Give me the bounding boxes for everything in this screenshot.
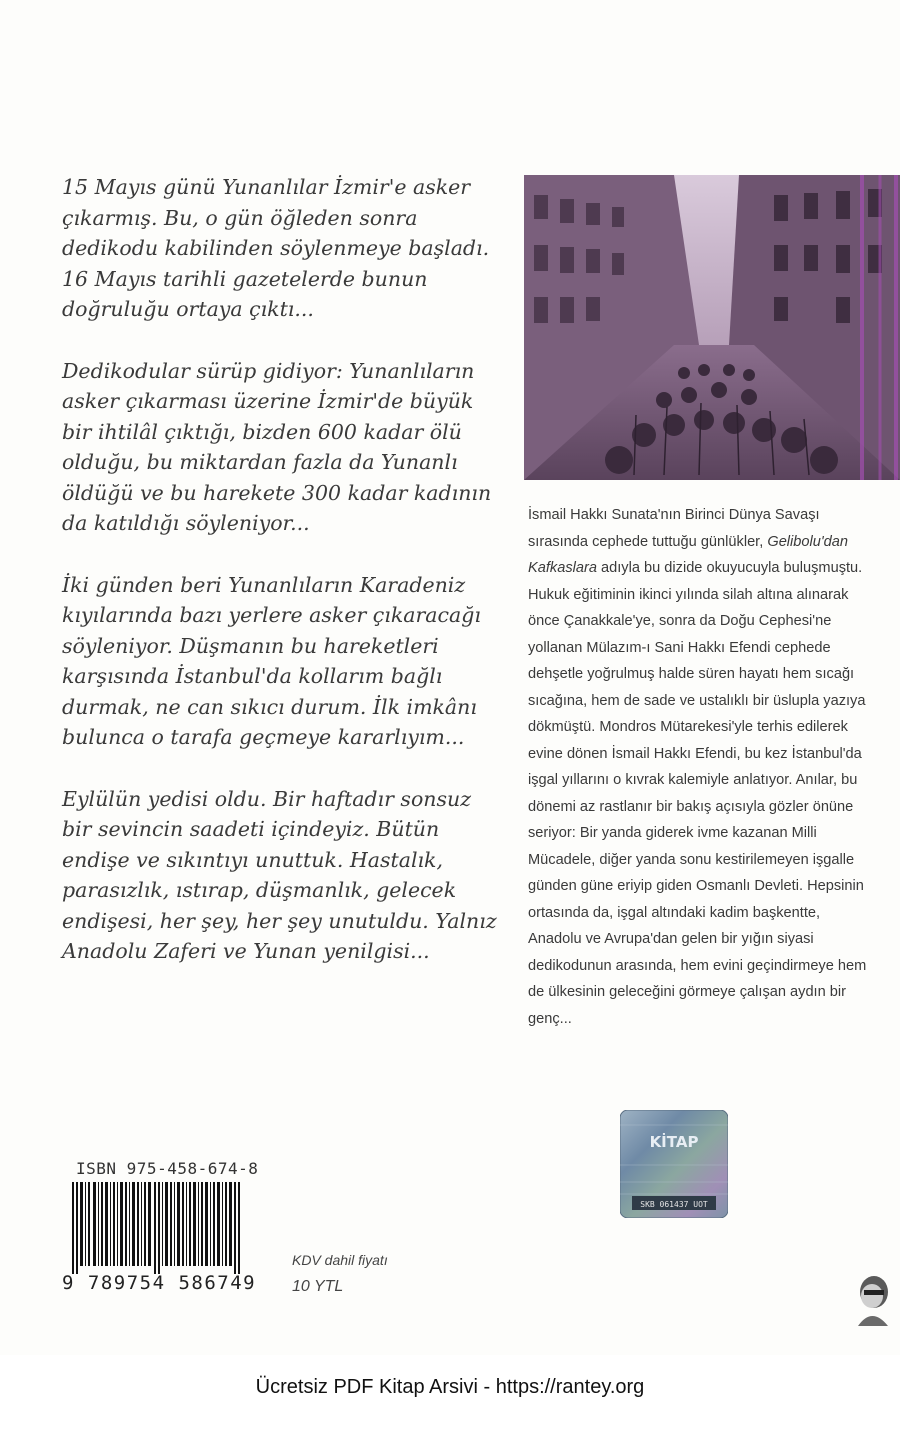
quote-paragraph: Eylülün yedisi oldu. Bir haftadır sonsuz bir sevincin saadeti içindeyiz. Bütün endişe ve sıkıntıyı unuttuk. Hastalık, parasızlık, ıstırap, düşmanlık, gelecek endişesi, her şey, her şey unutuldu. Yalnız Anadolu Zaferi ve Yunan yenilgisi... <box>62 786 497 963</box>
barcode-icon <box>70 1182 270 1274</box>
price-label: KDV dahil fiyatı <box>292 1252 388 1268</box>
hologram-sticker-icon <box>620 1110 728 1218</box>
quote-paragraph: 15 Mayıs günü Yunanlılar İzmir'e asker çıkarmış. Bu, o gün öğleden sonra dedikodu kabilinden söylenmeye başladı. 16 Mayıs tarihli gazetelerde bunun doğruluğu ortaya çıktı... <box>62 175 490 321</box>
book-title: Gelibolu'dan Kafkaslara <box>528 533 849 576</box>
quote-excerpts <box>62 172 502 998</box>
street-procession-photo <box>524 175 900 480</box>
photo-image <box>524 175 900 480</box>
book-description <box>528 502 873 1032</box>
isbn-number: ISBN 975-458-674-8 <box>76 1159 259 1178</box>
blurb-intro: İsmail Hakkı Sunata'nın Birinci Dünya Savaşı sırasında cephede tuttuğu günlükler, <box>528 507 820 550</box>
quote-paragraph: İki günden beri Yunanlıların Karadeniz kıyılarında bazı yerlere asker çıkaracağı söyleniyor. Düşmanın bu hareketleri karşısında İstanbul'da kollarım bağlı durmak, ne can sıkıcı durum. İlk imkânı bulunca o tarafa geçmeye kararlıyım... <box>62 572 481 749</box>
barcode-digits: 9 789754 586749 <box>62 1272 257 1294</box>
footer-link[interactable]: Ücretsiz PDF Kitap Arsivi - https://rantey.org <box>255 1376 645 1398</box>
quote-paragraph: Dedikodular sürüp gidiyor: Yunanlıların asker çıkarması üzerine İzmir'de büyük bir ihtilâl çıktığı, bizden 600 kadar ölü olduğu, bu miktardan fazla da Yunanlı öldüğü ve bu harekete 300 kadar kadının da katıldığı söyleniyor... <box>62 358 492 535</box>
price-value: 10 YTL <box>292 1278 344 1295</box>
publisher-logo-icon <box>852 1270 892 1326</box>
blurb-rest: adıyla bu dizide okuyucuyla buluşmuştu. Hukuk eğitiminin ikinci yılında silah altına alınarak önce Çanakkale'ye, sonra da Doğu Cephesi'ne yollanan Mülazım-ı Sani Hakkı Efendi cephede dehşetle yoğrulmuş halde süren hayatı hem sıcağı sıcağına, hem de sade ve ustalıklı bir üslupla yazıya dökmüştü. Mondros Mütarekesi'yle terhis edilerek evine dönen İsmail Hakkı Efendi, bu kez İstanbul'da işgal yıllarını o kıvrak kalemiyle anlatıyor. Anılar, bu dönemi az rastlanır bir bakış açısıyla gözler önüne seriyor: Bir yanda giderek ivme kazanan Milli Mücadele, diğer yanda sonu kestirilemeyen işgalle günden güne eriyip giden Osmanlı Devleti. Hepsinin ortasında da, işgal altındaki kadim başkentte, Anadolu ve Avrupa'dan gelen bir yığın siyasi dedikodunun arasında, hem evini geçindirmeye hem de ülkesinin geleceğini görmeye çalışan aydın bir genç... <box>528 560 867 1027</box>
hologram-brand: KİTAP <box>649 1133 699 1151</box>
hologram-serial: SKB 061437 UOT <box>640 1200 708 1209</box>
